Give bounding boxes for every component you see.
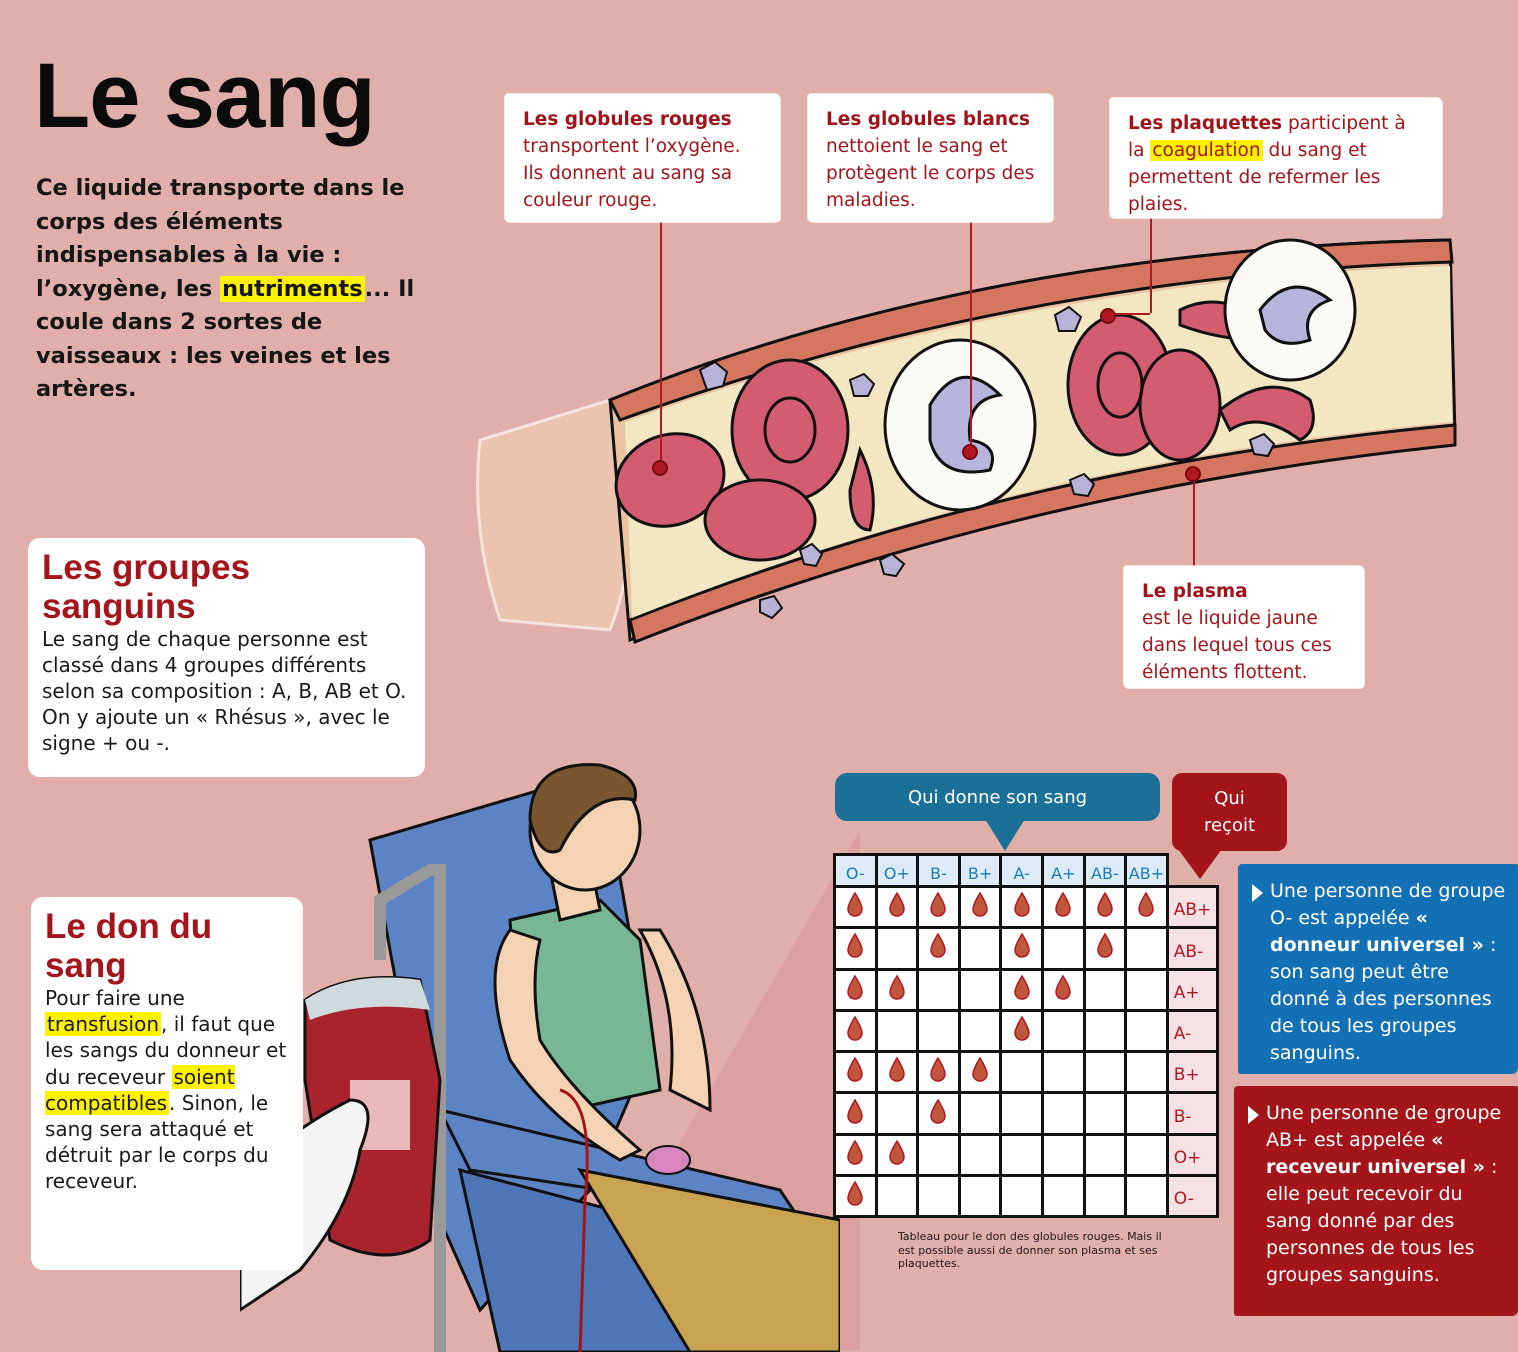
compatibility-cell xyxy=(1126,969,1168,1010)
donor-header-label: Qui donne son sang xyxy=(907,786,1088,808)
callout-heading: Le plasma xyxy=(1142,581,1248,602)
table-footnote: Tableau pour le don des globules rouges. Mais il est possible aussi de donner son plasma et ses plaquettes. xyxy=(898,1230,1162,1270)
compatibility-cell xyxy=(876,1052,918,1093)
recipient-header-label: reçoit xyxy=(1203,815,1256,836)
note-bold-term: « receveur universel » xyxy=(1266,1129,1485,1178)
compatibility-cell xyxy=(1042,1176,1084,1217)
section-heading: Les groupes sanguins xyxy=(42,548,251,626)
compatibility-cell xyxy=(1042,1134,1084,1175)
text-part: Pour faire une xyxy=(45,986,185,1010)
blood-drop-icon xyxy=(846,892,864,918)
section-heading: Le don du sang xyxy=(45,907,213,985)
compatibility-cell xyxy=(1126,887,1168,928)
blood-drop-icon xyxy=(888,1057,906,1083)
callout-text: est le liquide jaune dans lequel tous ces éléments flottent. xyxy=(1142,608,1332,683)
compatibility-cell xyxy=(876,887,918,928)
blood-drop-icon xyxy=(929,1057,947,1083)
donor-column-header: B- xyxy=(918,855,960,887)
callout-plaquettes xyxy=(1110,98,1442,218)
highlight-transfusion: transfusion xyxy=(47,1012,160,1037)
intro-text xyxy=(36,172,416,407)
note-text: Une personne de groupe O- est appelée xyxy=(1270,880,1506,929)
compatibility-cell xyxy=(876,969,918,1010)
section-text: Le sang de chaque personne est classé dans 4 groupes différents selon sa composition : A, B, AB et O. On y ajoute un « Rhésus », avec le signe + ou -. xyxy=(42,627,407,755)
compatibility-cell xyxy=(1084,1176,1126,1217)
compatibility-cell xyxy=(959,969,1001,1010)
recipient-row-label: AB- xyxy=(1167,928,1217,969)
highlight-coagulation: coagulation xyxy=(1152,140,1261,161)
compatibility-cell xyxy=(1001,887,1043,928)
callout-text: nettoient le sang et protègent le corps des maladies. xyxy=(826,136,1035,211)
compatibility-cell xyxy=(1126,1052,1168,1093)
blood-drop-icon xyxy=(1054,975,1072,1001)
leader-line-blancs xyxy=(970,222,972,452)
compatibility-cell xyxy=(1042,969,1084,1010)
compatibility-cell xyxy=(1042,887,1084,928)
callout-globules-blancs xyxy=(808,94,1053,222)
callout-text: participent à la xyxy=(1128,113,1406,161)
blood-drop-icon xyxy=(1054,892,1072,918)
header-spacer xyxy=(1167,855,1217,887)
compatibility-cell xyxy=(1001,969,1043,1010)
compatibility-cell xyxy=(1084,1052,1126,1093)
table-header-row xyxy=(835,855,1218,887)
blood-drop-icon xyxy=(846,1140,864,1166)
blood-drop-icon xyxy=(888,892,906,918)
groupes-sanguins-box xyxy=(28,538,425,777)
blood-drop-icon xyxy=(1013,975,1031,1001)
compatibility-cell xyxy=(1126,1176,1168,1217)
donneur-universel-note xyxy=(1238,864,1518,1074)
compatibility-cell xyxy=(959,1176,1001,1217)
table-row xyxy=(835,928,1218,969)
blood-drop-icon xyxy=(888,975,906,1001)
blood-drop-icon xyxy=(1096,892,1114,918)
blood-drop-icon xyxy=(846,933,864,959)
table-row xyxy=(835,887,1218,928)
compatibility-cell xyxy=(835,1093,877,1134)
compatibility-cell xyxy=(1042,928,1084,969)
blood-drop-icon xyxy=(1096,933,1114,959)
highlight-compatibles: soient compatibles xyxy=(45,1064,235,1115)
compatibility-cell xyxy=(876,1093,918,1134)
text-part: . Sinon, le sang sera attaqué et détruit par le corps du receveur. xyxy=(45,1090,269,1194)
compatibility-cell xyxy=(918,1010,960,1051)
text-part: , il faut que les sangs du donneur et du receveur xyxy=(45,1012,287,1089)
callout-text: du sang et permettent de refermer les plaies. xyxy=(1128,140,1381,215)
highlight-nutriments: nutriments xyxy=(222,275,363,302)
note-text: Une personne de groupe AB+ est appelée xyxy=(1266,1102,1502,1151)
compatibility-cell xyxy=(1126,1093,1168,1134)
callout-heading: Les globules blancs xyxy=(826,109,1031,130)
compatibility-cell xyxy=(1001,1093,1043,1134)
donor-column-header: O+ xyxy=(876,855,918,887)
triangle-bullet-icon xyxy=(1248,1106,1259,1124)
compatibility-cell xyxy=(835,1176,877,1217)
recipient-row-label: A+ xyxy=(1167,969,1217,1010)
recipient-row-label: B- xyxy=(1167,1093,1217,1134)
callout-plasma xyxy=(1124,566,1364,688)
compatibility-cell xyxy=(1042,1093,1084,1134)
compatibility-cell xyxy=(1126,928,1168,969)
blood-donor-illustration xyxy=(240,750,840,1352)
table-row xyxy=(835,1052,1218,1093)
recipient-row-label: O- xyxy=(1167,1176,1217,1217)
compatibility-cell xyxy=(1084,928,1126,969)
compatibility-cell xyxy=(876,1176,918,1217)
donor-column-header: AB- xyxy=(1084,855,1126,887)
recipient-header-bubble xyxy=(1172,773,1287,851)
compatibility-cell xyxy=(876,928,918,969)
blood-drop-icon xyxy=(846,1016,864,1042)
blood-drop-icon xyxy=(846,975,864,1001)
blood-drop-icon xyxy=(846,1057,864,1083)
intro-text-part: ... Il coule dans 2 sortes de vaisseaux : les veines et les artères. xyxy=(36,275,415,402)
compatibility-cell xyxy=(1042,1010,1084,1051)
note-bold-term: « donneur universel » xyxy=(1270,907,1484,956)
blood-drop-icon xyxy=(846,1099,864,1125)
callout-heading: Les globules rouges xyxy=(523,109,732,130)
marker-dot-rouges xyxy=(652,460,668,476)
blood-drop-icon xyxy=(1013,933,1031,959)
compatibility-cell xyxy=(959,1093,1001,1134)
compatibility-cell xyxy=(1084,1010,1126,1051)
donor-column-header: B+ xyxy=(959,855,1001,887)
compatibility-cell xyxy=(876,1134,918,1175)
blood-drop-icon xyxy=(888,1140,906,1166)
compatibility-cell xyxy=(959,1052,1001,1093)
compatibility-cell xyxy=(876,1010,918,1051)
blood-drop-icon xyxy=(1013,892,1031,918)
compatibility-cell xyxy=(835,969,877,1010)
table-body xyxy=(835,887,1218,1217)
intro-text-part: Ce liquide transporte dans le corps des éléments indispensables à la vie : l’oxygène, les xyxy=(36,175,405,302)
compatibility-cell xyxy=(1042,1052,1084,1093)
table-row xyxy=(835,1176,1218,1217)
recipient-row-label: O+ xyxy=(1167,1134,1217,1175)
receveur-universel-note xyxy=(1234,1086,1518,1316)
blood-drop-icon xyxy=(846,1181,864,1207)
leader-line-rouges xyxy=(660,222,662,467)
compatibility-cell xyxy=(959,887,1001,928)
recipient-header-label: Qui xyxy=(1214,788,1245,809)
table-row xyxy=(835,1093,1218,1134)
compatibility-cell xyxy=(835,1010,877,1051)
marker-dot-plasma xyxy=(1185,466,1201,482)
compatibility-cell xyxy=(959,1134,1001,1175)
compatibility-cell xyxy=(1001,1134,1043,1175)
donor-column-header: AB+ xyxy=(1126,855,1168,887)
compatibility-cell xyxy=(1001,1176,1043,1217)
compatibility-cell xyxy=(1001,1052,1043,1093)
compatibility-cell xyxy=(1001,1010,1043,1051)
compatibility-cell xyxy=(1126,1010,1168,1051)
compatibility-cell xyxy=(918,1134,960,1175)
recipient-row-label: B+ xyxy=(1167,1052,1217,1093)
donor-header-bubble xyxy=(835,773,1160,821)
compatibility-cell xyxy=(918,887,960,928)
note-text: : elle peut recevoir du sang donné par des personnes de tous les groupes sanguins. xyxy=(1266,1156,1498,1286)
leader-line-plaquettes xyxy=(1150,218,1152,313)
table-row xyxy=(835,1010,1218,1051)
section-text xyxy=(45,985,289,1195)
compatibility-cell xyxy=(1126,1134,1168,1175)
page-title: Le sang xyxy=(34,45,375,147)
note-text: : son sang peut être donné à des personnes de tous les groupes sanguins. xyxy=(1270,934,1497,1064)
compatibility-cell xyxy=(918,969,960,1010)
blood-drop-icon xyxy=(971,892,989,918)
donor-bubble-tail xyxy=(985,819,1025,851)
leader-line-plaquettes-h xyxy=(1115,313,1150,315)
donor-column-header: O- xyxy=(835,855,877,887)
compatibility-cell xyxy=(1084,969,1126,1010)
table-row xyxy=(835,1134,1218,1175)
blood-drop-icon xyxy=(929,933,947,959)
don-du-sang-box xyxy=(31,897,303,1270)
compatibility-cell xyxy=(1084,887,1126,928)
callout-globules-rouges xyxy=(505,94,780,222)
compatibility-cell xyxy=(1084,1134,1126,1175)
recipient-row-label: A- xyxy=(1167,1010,1217,1051)
compatibility-cell xyxy=(918,928,960,969)
compatibility-cell xyxy=(835,1052,877,1093)
compatibility-cell xyxy=(835,1134,877,1175)
blood-drop-icon xyxy=(1137,892,1155,918)
compatibility-cell xyxy=(1001,928,1043,969)
compatibility-cell xyxy=(1084,1093,1126,1134)
compatibility-cell xyxy=(835,887,877,928)
table-row xyxy=(835,969,1218,1010)
callout-heading: Les plaquettes xyxy=(1128,113,1283,134)
blood-drop-icon xyxy=(971,1057,989,1083)
blood-drop-icon xyxy=(1013,1016,1031,1042)
blood-drop-icon xyxy=(929,892,947,918)
callout-text: transportent l’oxygène. Ils donnent au sang sa couleur rouge. xyxy=(523,136,741,211)
blood-compatibility-table xyxy=(833,853,1219,1218)
compatibility-cell xyxy=(835,928,877,969)
marker-dot-plaquettes xyxy=(1100,308,1116,324)
recipient-row-label: AB+ xyxy=(1167,887,1217,928)
donor-column-header: A- xyxy=(1001,855,1043,887)
triangle-bullet-icon xyxy=(1252,884,1263,902)
compatibility-cell xyxy=(959,928,1001,969)
compatibility-cell xyxy=(918,1093,960,1134)
donor-column-header: A+ xyxy=(1042,855,1084,887)
compatibility-cell xyxy=(918,1052,960,1093)
blood-drop-icon xyxy=(929,1099,947,1125)
compatibility-cell xyxy=(918,1176,960,1217)
leader-line-plasma xyxy=(1193,478,1195,568)
marker-dot-blancs xyxy=(962,444,978,460)
compatibility-cell xyxy=(959,1010,1001,1051)
